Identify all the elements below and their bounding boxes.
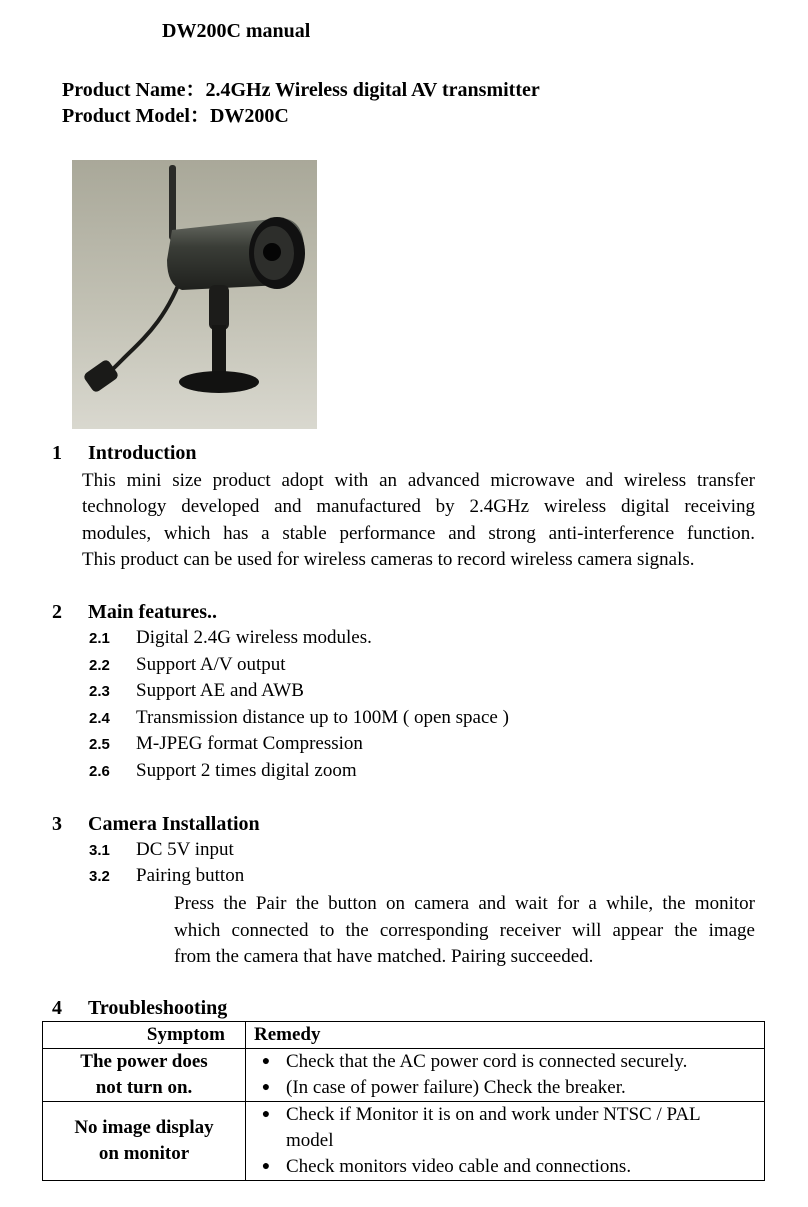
- item-number: 3.1: [89, 842, 110, 859]
- item-text: Pairing button: [136, 865, 245, 886]
- item-text: Support AE and AWB: [136, 680, 304, 701]
- remedy-item: [246, 1049, 764, 1075]
- pairing-paragraph: [174, 891, 755, 971]
- item-text: Digital 2.4G wireless modules.: [136, 627, 372, 648]
- section-features-heading: [52, 601, 217, 624]
- section-troubleshooting-heading: [52, 997, 227, 1020]
- item-text: Support A/V output: [136, 654, 286, 675]
- item-text: DC 5V input: [136, 839, 234, 860]
- camera-photo: [72, 160, 317, 429]
- remedy-item: [246, 1154, 764, 1180]
- feature-item: [89, 760, 357, 782]
- remedy-text: (In case of power failure) Check the breaker.: [286, 1077, 626, 1098]
- remedy-text: Check monitors video cable and connections.: [286, 1156, 632, 1177]
- table-row: [43, 1102, 765, 1181]
- paragraph-line: technology developed and manufactured by 2.4GHz wireless digital receiving: [82, 496, 755, 518]
- remedy-cell: [246, 1049, 765, 1102]
- bullet-icon: ●: [261, 1107, 271, 1122]
- paragraph-line: modules, which has a stable performance and strong anti-interference function.: [82, 522, 755, 544]
- document-title: DW200C manual: [162, 20, 311, 42]
- section-title: Camera Installation: [88, 813, 260, 835]
- symptom-line: on monitor: [98, 1143, 190, 1164]
- item-number: 2.2: [89, 657, 110, 674]
- paragraph-line: This mini size product adopt with an advanced microwave and wireless transfer: [82, 470, 755, 491]
- product-model: Product Model：DW200C: [62, 105, 289, 127]
- remedy-text: Check that the AC power cord is connected securely.: [286, 1051, 688, 1072]
- item-text: M-JPEG format Compression: [136, 733, 363, 754]
- table-row: [43, 1049, 765, 1102]
- item-text: Support 2 times digital zoom: [136, 760, 357, 781]
- section-title: Main features..: [88, 601, 218, 623]
- product-name: Product Name：2.4GHz Wireless digital AV transmitter: [62, 79, 540, 101]
- symptom-line: The power does: [80, 1051, 208, 1072]
- remedy-item: [246, 1075, 764, 1101]
- remedy-item: [246, 1102, 764, 1154]
- section-number: 1: [52, 442, 62, 464]
- section-introduction-heading: [52, 442, 197, 465]
- feature-item: [89, 707, 509, 729]
- item-number: 3.2: [89, 868, 110, 885]
- bullet-icon: ●: [261, 1159, 271, 1174]
- item-text: Transmission distance up to 100M ( open space ): [136, 707, 509, 728]
- item-number: 2.1: [89, 630, 110, 647]
- section-title: Troubleshooting: [88, 997, 228, 1019]
- item-number: 2.4: [89, 710, 110, 727]
- section-installation-heading: [52, 813, 260, 836]
- section-title: Introduction: [88, 442, 197, 464]
- feature-item: [89, 733, 363, 755]
- feature-item: [89, 627, 372, 649]
- symptom-line: not turn on.: [95, 1077, 193, 1098]
- feature-item: [89, 654, 286, 676]
- install-item: [89, 865, 244, 887]
- table-header-row: [43, 1022, 765, 1049]
- header-remedy: Remedy: [246, 1022, 765, 1049]
- section-number: 2: [52, 601, 62, 623]
- section-number: 3: [52, 813, 62, 835]
- symptom-cell: [43, 1049, 246, 1102]
- symptom-cell: [43, 1102, 246, 1181]
- paragraph-line: Press the Pair the button on camera and wait for a while, the monitor: [174, 893, 755, 914]
- introduction-paragraph: [82, 468, 755, 573]
- bullet-icon: ●: [261, 1080, 271, 1095]
- paragraph-line: which connected to the corresponding receiver will appear the image: [174, 919, 755, 941]
- header-symptom: Symptom: [43, 1022, 246, 1049]
- item-number: 2.5: [89, 736, 110, 753]
- item-number: 2.6: [89, 763, 110, 780]
- section-number: 4: [52, 997, 62, 1019]
- item-number: 2.3: [89, 683, 110, 700]
- paragraph-line: from the camera that have matched. Pairing succeeded.: [174, 946, 594, 967]
- paragraph-line: This product can be used for wireless cameras to record wireless camera signals.: [82, 548, 695, 570]
- symptom-line: No image display: [74, 1117, 214, 1138]
- bullet-icon: ●: [261, 1054, 271, 1069]
- remedy-cell: [246, 1102, 765, 1181]
- install-item: [89, 839, 234, 861]
- remedy-text: Check if Monitor it is on and work under NTSC / PAL model: [286, 1104, 700, 1151]
- feature-item: [89, 680, 304, 702]
- troubleshooting-table: [42, 1021, 765, 1181]
